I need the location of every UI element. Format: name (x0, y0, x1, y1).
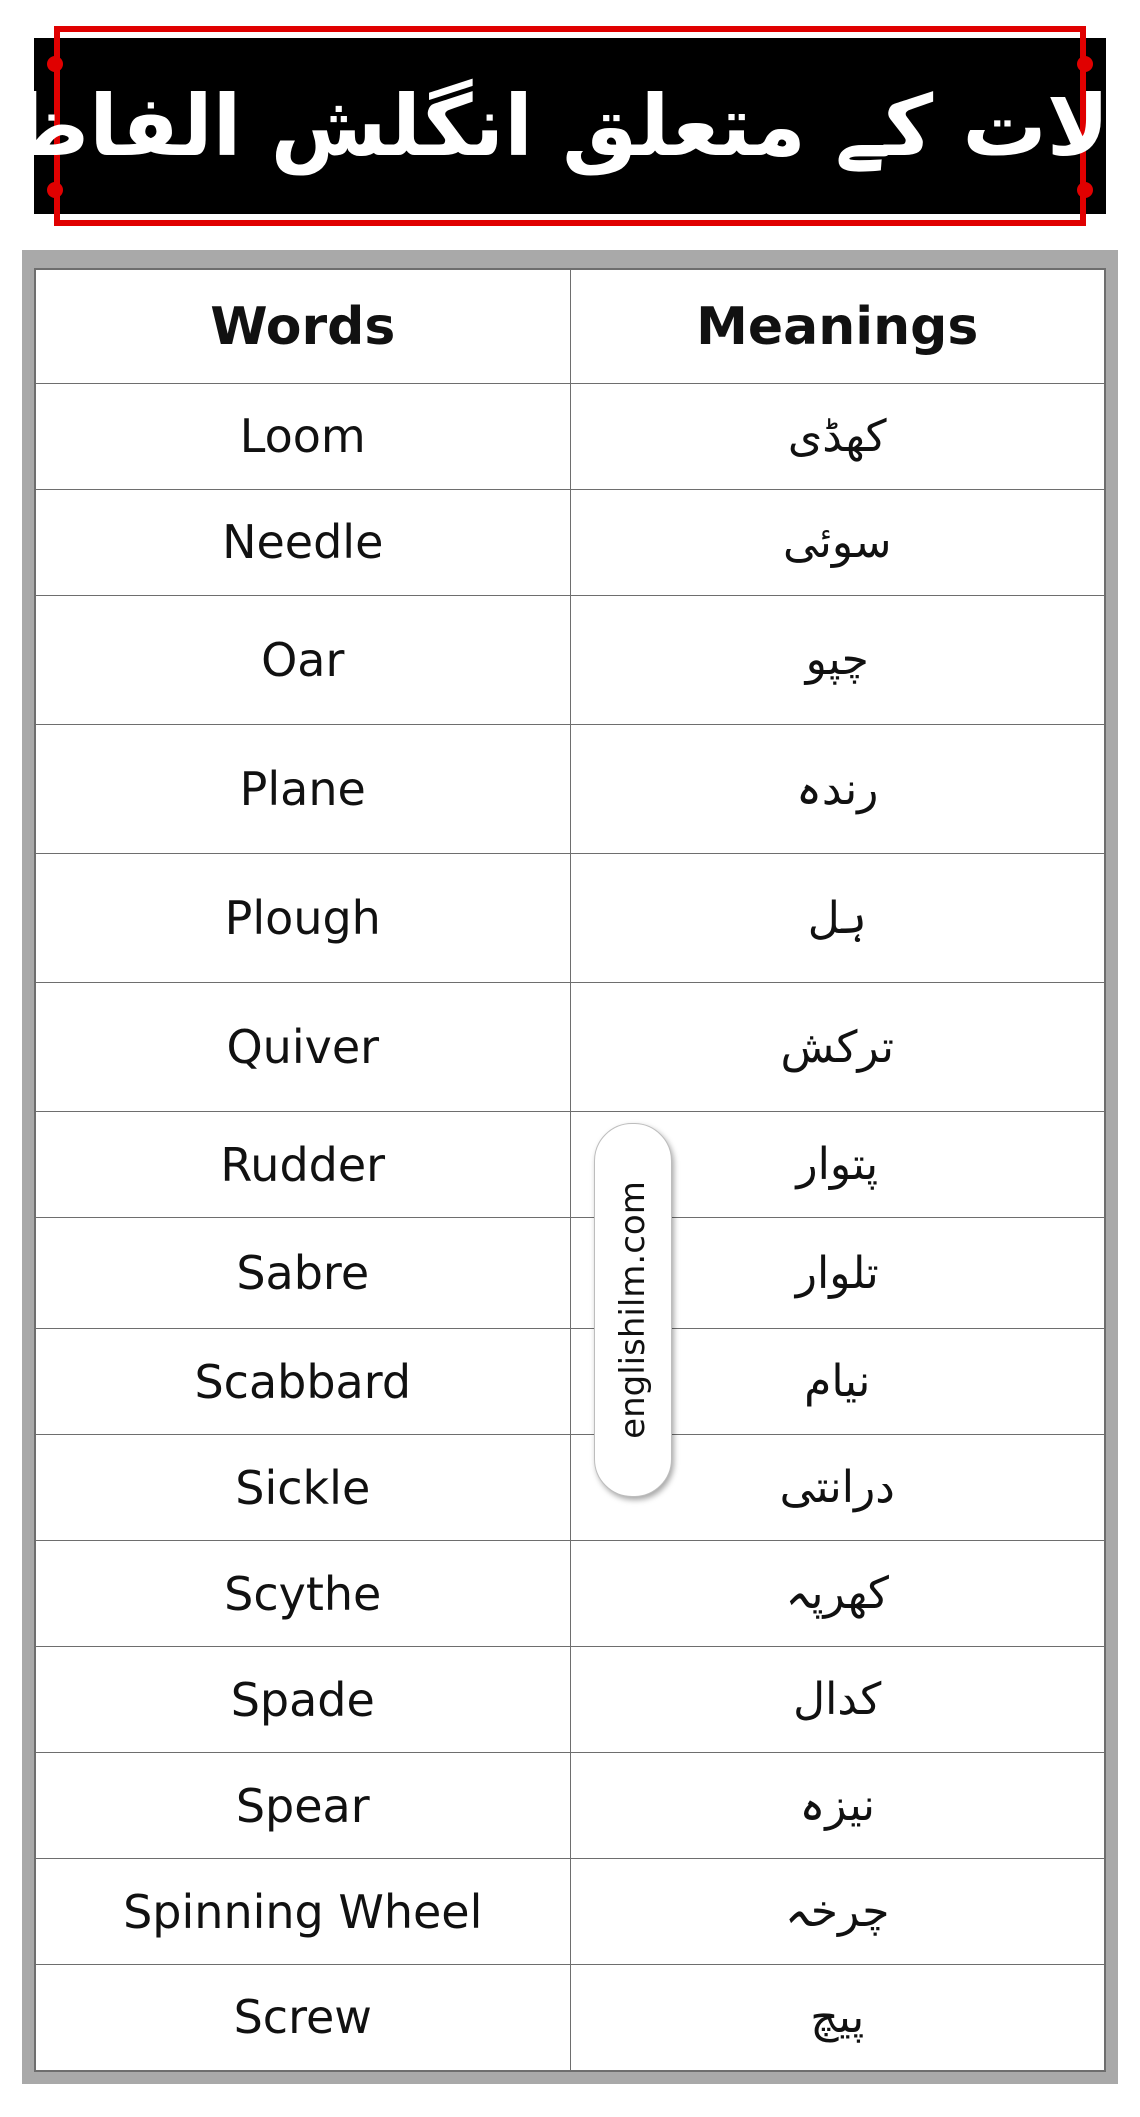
vocabulary-grid (35, 269, 1105, 2071)
meaning-cell: نیزہ (570, 1753, 1105, 1859)
word-cell: Spear (36, 1753, 571, 1859)
word-cell: Needle (36, 489, 571, 595)
meaning-cell: ہل (570, 854, 1105, 983)
watermark-pill (594, 1123, 672, 1497)
table-row (36, 854, 1105, 983)
table-row (36, 1435, 1105, 1541)
word-cell: Plough (36, 854, 571, 983)
header-row (36, 270, 1105, 384)
frame-corner-dot (47, 182, 63, 198)
table-row (36, 725, 1105, 854)
table-row (36, 1647, 1105, 1753)
table-row (36, 1964, 1105, 2070)
table-row (36, 983, 1105, 1112)
word-cell: Spinning Wheel (36, 1859, 571, 1965)
meaning-cell: پیچ (570, 1964, 1105, 2070)
page-title: آلات کے متعلق انگلش الفاظ (1, 77, 1139, 175)
word-cell: Sickle (36, 1435, 571, 1541)
table-row (36, 384, 1105, 490)
table-row (36, 1753, 1105, 1859)
meaning-cell: کھرپہ (570, 1541, 1105, 1647)
frame-corner-dot (1077, 56, 1093, 72)
table-row (36, 489, 1105, 595)
meaning-cell: پتوار (570, 1112, 1105, 1218)
table-row (36, 1329, 1105, 1435)
table-row (36, 1112, 1105, 1218)
table-row (36, 1218, 1105, 1329)
word-cell: Sabre (36, 1218, 571, 1329)
frame-corner-dot (1077, 182, 1093, 198)
title-banner (1, 38, 1139, 214)
word-cell: Quiver (36, 983, 571, 1112)
word-cell: Scythe (36, 1541, 571, 1647)
frame-corner-dot (47, 56, 63, 72)
word-cell: Spade (36, 1647, 571, 1753)
word-cell: Scabbard (36, 1329, 571, 1435)
column-header-words: Words (36, 270, 571, 384)
meaning-cell: کھڈی (570, 384, 1105, 490)
meaning-cell: نیام (570, 1329, 1105, 1435)
word-cell: Rudder (36, 1112, 571, 1218)
meaning-cell: سوئی (570, 489, 1105, 595)
meaning-cell: رندہ (570, 725, 1105, 854)
meaning-cell: چپو (570, 595, 1105, 724)
word-cell: Screw (36, 1964, 571, 2070)
word-cell: Loom (36, 384, 571, 490)
table-row (36, 1541, 1105, 1647)
meaning-cell: تلوار (570, 1218, 1105, 1329)
meaning-cell: ترکش (570, 983, 1105, 1112)
table-row (36, 595, 1105, 724)
column-header-meanings: Meanings (570, 270, 1105, 384)
word-cell: Plane (36, 725, 571, 854)
meaning-cell: چرخہ (570, 1859, 1105, 1965)
meaning-cell: درانتی (570, 1435, 1105, 1541)
meaning-cell: کدال (570, 1647, 1105, 1753)
vocabulary-table (34, 268, 1106, 2072)
watermark-text: englishilm.com (613, 1181, 654, 1439)
word-cell: Oar (36, 595, 571, 724)
table-row (36, 1859, 1105, 1965)
